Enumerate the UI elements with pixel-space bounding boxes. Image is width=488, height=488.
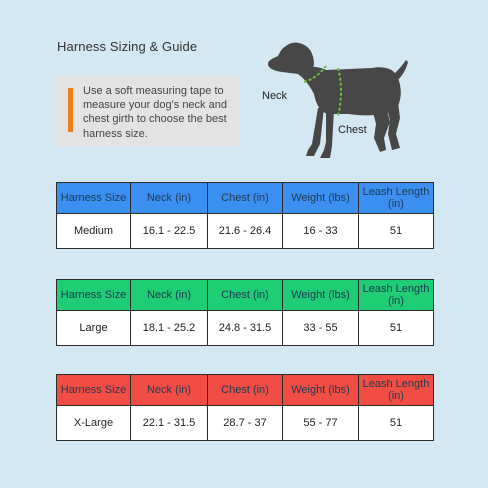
page-title: Harness Sizing & Guide: [57, 39, 198, 54]
cell-leash: 51: [359, 311, 434, 346]
cell-chest: 28.7 - 37: [208, 406, 283, 441]
cell-chest: 21.6 - 26.4: [208, 214, 283, 249]
cell-weight: 16 - 33: [283, 214, 359, 249]
size-table-xlarge: [56, 374, 434, 441]
instruction-text: Use a soft measuring tape to measure your dog's neck and chest girth to choose the best harness size.: [83, 85, 227, 140]
header-harness-size: Harness Size: [57, 183, 131, 214]
table-row: [57, 214, 434, 249]
size-table-large: [56, 279, 434, 346]
header-leash-length: Leash Length (in): [359, 183, 434, 214]
accent-bar: [68, 88, 73, 132]
table-header-row: [57, 375, 434, 406]
cell-size: Large: [57, 311, 131, 346]
header-leash-length: Leash Length (in): [359, 280, 434, 311]
header-weight: Weight (lbs): [283, 375, 359, 406]
cell-size: Medium: [57, 214, 131, 249]
header-chest: Chest (in): [208, 375, 283, 406]
header-neck: Neck (in): [131, 375, 208, 406]
table-row: [57, 311, 434, 346]
header-weight: Weight (lbs): [283, 183, 359, 214]
instruction-note: [56, 76, 240, 146]
header-neck: Neck (in): [131, 280, 208, 311]
table-header-row: [57, 183, 434, 214]
size-table-medium: [56, 182, 434, 249]
cell-leash: 51: [359, 406, 434, 441]
cell-neck: 16.1 - 22.5: [131, 214, 208, 249]
header-harness-size: Harness Size: [57, 375, 131, 406]
cell-neck: 22.1 - 31.5: [131, 406, 208, 441]
header-harness-size: Harness Size: [57, 280, 131, 311]
cell-leash: 51: [359, 214, 434, 249]
header-neck: Neck (in): [131, 183, 208, 214]
chest-label: Chest: [338, 124, 367, 136]
cell-chest: 24.8 - 31.5: [208, 311, 283, 346]
cell-weight: 55 - 77: [283, 406, 359, 441]
header-chest: Chest (in): [208, 183, 283, 214]
header-weight: Weight (lbs): [283, 280, 359, 311]
table-header-row: [57, 280, 434, 311]
header-leash-length: Leash Length (in): [359, 375, 434, 406]
cell-size: X-Large: [57, 406, 131, 441]
table-row: [57, 406, 434, 441]
dog-illustration: [262, 38, 412, 166]
header-chest: Chest (in): [208, 280, 283, 311]
cell-weight: 33 - 55: [283, 311, 359, 346]
cell-neck: 18.1 - 25.2: [131, 311, 208, 346]
neck-label: Neck: [262, 90, 288, 102]
